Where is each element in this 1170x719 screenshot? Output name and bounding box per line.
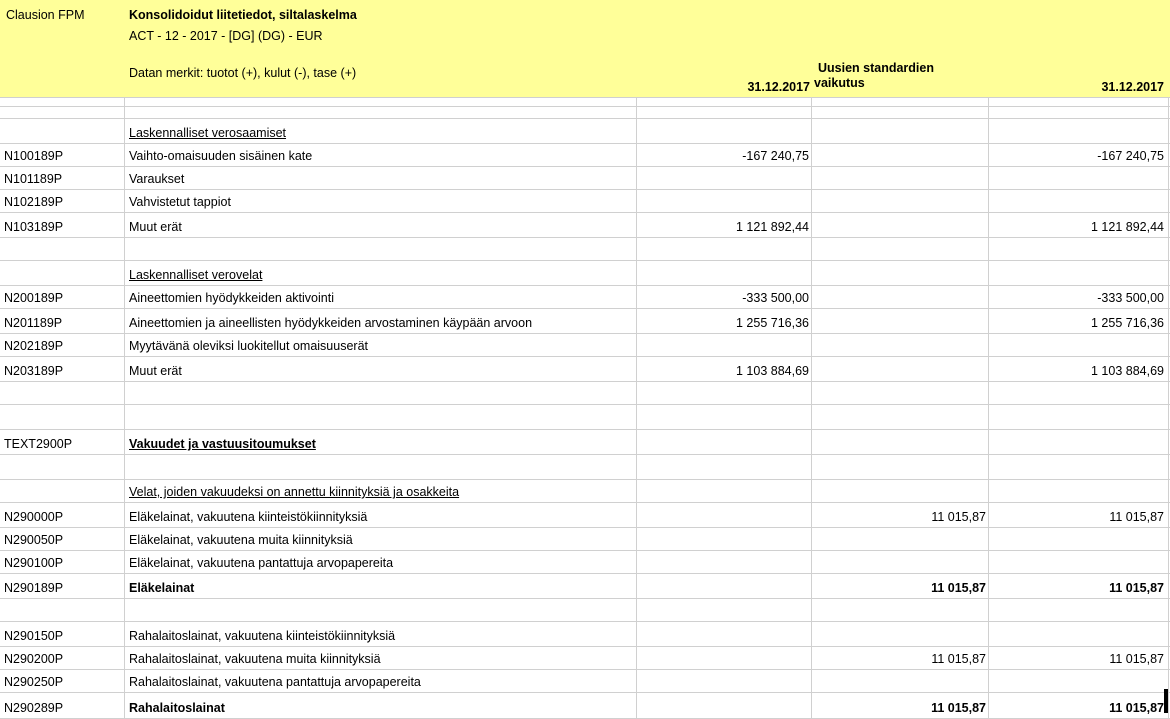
grid-line	[0, 646, 1170, 647]
value-standard-effect[interactable]: 11 015,87	[931, 510, 986, 524]
row-description[interactable]: Eläkelainat, vakuutena pantattuja arvopapereita	[129, 556, 394, 570]
row-code[interactable]: TEXT2900P	[4, 437, 73, 451]
row-description[interactable]: Eläkelainat	[129, 581, 195, 595]
row-code[interactable]: N290100P	[4, 556, 64, 570]
grid-line	[0, 598, 1170, 599]
row-description[interactable]: Varaukset	[129, 172, 185, 186]
row-description[interactable]: Rahalaitoslainat, vakuutena kiinteistökiinnityksiä	[129, 629, 396, 643]
grid-line	[0, 143, 1170, 144]
grid-line	[0, 166, 1170, 167]
grid-line	[0, 669, 1170, 670]
value-31-12-2017[interactable]: -333 500,00	[742, 291, 809, 305]
row-code[interactable]: N290000P	[4, 510, 64, 524]
value-31-12-2017-final[interactable]: 11 015,87	[1109, 652, 1164, 666]
col3-header: 31.12.2017	[1101, 80, 1164, 94]
value-31-12-2017-final[interactable]: 1 255 716,36	[1091, 316, 1164, 330]
grid-line	[0, 212, 1170, 213]
grid-line	[0, 381, 1170, 382]
row-code[interactable]: N203189P	[4, 364, 64, 378]
grid-line	[0, 356, 1170, 357]
grid-line	[0, 550, 1170, 551]
row-code[interactable]: N200189P	[4, 291, 64, 305]
row-description[interactable]: Aineettomien ja aineellisten hyödykkeiden arvostaminen käypään arvoon	[129, 316, 533, 330]
row-description[interactable]: Eläkelainat, vakuutena muita kiinnityksiä	[129, 533, 353, 547]
row-code[interactable]: N103189P	[4, 220, 64, 234]
report-title: Konsolidoidut liitetiedot, siltalaskelma	[129, 8, 357, 22]
grid-line	[0, 429, 1170, 430]
row-description[interactable]: Laskennalliset verosaamiset	[129, 126, 287, 140]
grid-line	[0, 479, 1170, 480]
row-code[interactable]: N201189P	[4, 316, 63, 330]
grid-line	[988, 97, 989, 718]
row-description[interactable]: Rahalaitoslainat	[129, 701, 225, 715]
grid-line	[0, 454, 1170, 455]
report-subtitle: ACT - 12 - 2017 - [DG] (DG) - EUR	[129, 29, 323, 43]
row-description[interactable]: Rahalaitoslainat, vakuutena muita kiinnityksiä	[129, 652, 381, 666]
grid-line	[0, 189, 1170, 190]
row-code[interactable]: N102189P	[4, 195, 64, 209]
row-code[interactable]: N290289P	[4, 701, 64, 715]
row-code[interactable]: N290150P	[4, 629, 64, 643]
grid-line	[124, 97, 125, 718]
company-label: Clausion FPM	[6, 8, 85, 22]
grid-line	[0, 237, 1170, 238]
sign-note: Datan merkit: tuotot (+), kulut (-), tase (+)	[129, 66, 357, 80]
row-code[interactable]: N290250P	[4, 675, 64, 689]
value-31-12-2017-final[interactable]: 11 015,87	[1109, 510, 1164, 524]
grid-line	[0, 333, 1170, 334]
value-31-12-2017[interactable]: -167 240,75	[742, 149, 809, 163]
value-31-12-2017[interactable]: 1 255 716,36	[736, 316, 809, 330]
value-31-12-2017-final[interactable]: -167 240,75	[1097, 149, 1164, 163]
row-description[interactable]: Vahvistetut tappiot	[129, 195, 231, 209]
row-code[interactable]: N290189P	[4, 581, 64, 595]
row-description[interactable]: Muut erät	[129, 364, 182, 378]
report-header	[0, 0, 1170, 97]
cell-cursor	[1164, 689, 1168, 713]
value-31-12-2017-final[interactable]: 11 015,87	[1109, 581, 1164, 595]
value-standard-effect[interactable]: 11 015,87	[931, 701, 986, 715]
row-code[interactable]: N101189P	[4, 172, 63, 186]
value-standard-effect[interactable]: 11 015,87	[931, 652, 986, 666]
row-description[interactable]: Muut erät	[129, 220, 182, 234]
grid-line	[0, 404, 1170, 405]
row-description[interactable]: Rahalaitoslainat, vakuutena pantattuja arvopapereita	[129, 675, 421, 689]
row-code[interactable]: N290200P	[4, 652, 64, 666]
col1-header: 31.12.2017	[747, 80, 810, 94]
row-code[interactable]: N100189P	[4, 149, 64, 163]
value-31-12-2017[interactable]: 1 103 884,69	[736, 364, 809, 378]
grid-line	[0, 527, 1170, 528]
row-description[interactable]: Velat, joiden vakuudeksi on annettu kiinnityksiä ja osakkeita	[129, 485, 460, 499]
grid-line	[0, 118, 1170, 119]
row-code[interactable]: N202189P	[4, 339, 64, 353]
row-description[interactable]: Vaihto-omaisuuden sisäinen kate	[129, 149, 313, 163]
row-description[interactable]: Vakuudet ja vastuusitoumukset	[129, 437, 316, 451]
grid-line	[0, 621, 1170, 622]
value-31-12-2017-final[interactable]: -333 500,00	[1097, 291, 1164, 305]
grid-line	[0, 573, 1170, 574]
value-31-12-2017-final[interactable]: 11 015,87	[1109, 701, 1164, 715]
grid-line	[0, 308, 1170, 309]
col2-header-line1: Uusien standardien	[818, 61, 934, 75]
value-31-12-2017-final[interactable]: 1 103 884,69	[1091, 364, 1164, 378]
row-code[interactable]: N290050P	[4, 533, 64, 547]
grid-line	[0, 106, 1170, 107]
col2-header-line2: vaikutus	[814, 76, 865, 90]
grid-line	[0, 502, 1170, 503]
value-31-12-2017[interactable]: 1 121 892,44	[736, 220, 809, 234]
value-standard-effect[interactable]: 11 015,87	[931, 581, 986, 595]
grid-line	[0, 260, 1170, 261]
row-description[interactable]: Eläkelainat, vakuutena kiinteistökiinnityksiä	[129, 510, 368, 524]
grid-line	[0, 692, 1170, 693]
value-31-12-2017-final[interactable]: 1 121 892,44	[1091, 220, 1164, 234]
grid-line	[811, 97, 812, 718]
grid-line	[0, 97, 1170, 98]
row-description[interactable]: Laskennalliset verovelat	[129, 268, 263, 282]
row-description[interactable]: Aineettomien hyödykkeiden aktivointi	[129, 291, 334, 305]
grid-line	[636, 97, 637, 718]
grid-line	[0, 285, 1170, 286]
grid-line	[1168, 97, 1169, 718]
row-description[interactable]: Myytävänä oleviksi luokitellut omaisuuserät	[129, 339, 368, 353]
